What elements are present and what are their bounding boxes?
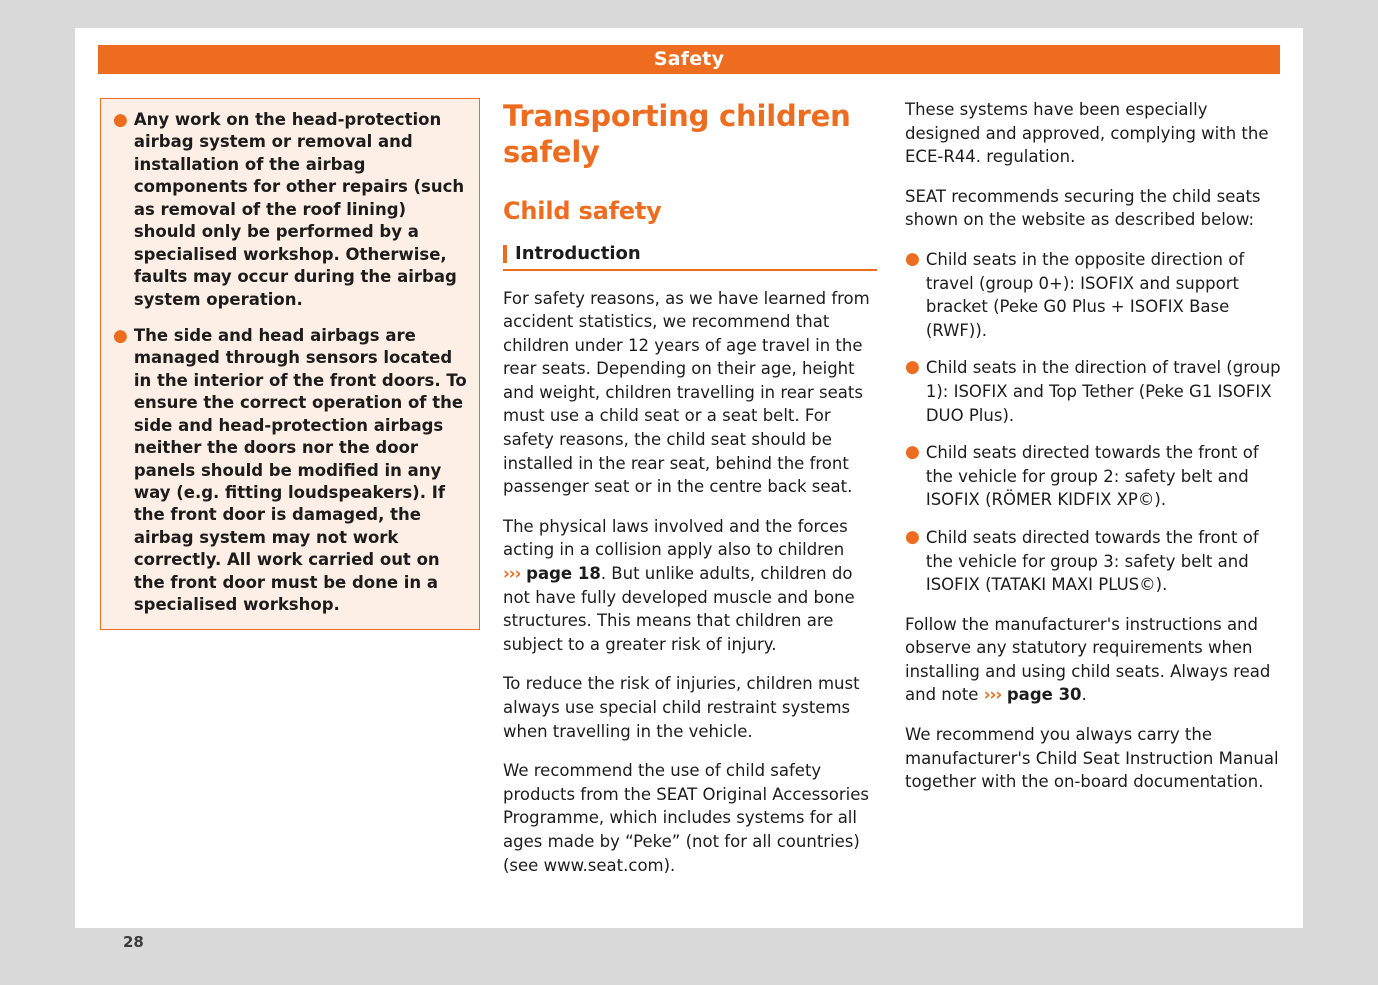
cross-reference-label: page 30: [1006, 685, 1082, 705]
paragraph-text-tail: . But unlike adults, children do not have fully developed muscle and bone structures. This means that children are subject to a greater risk of injury.: [503, 564, 855, 654]
note-text: Any work on the head-protection airbag system or removal and installation of the airbag components for other repairs (such as removal of the roof lining) should only be performed by a specialised workshop. Otherwise, faults may occur during the airbag system operation.: [133, 110, 465, 309]
page-title: Transporting children safely: [503, 99, 851, 170]
bullet-icon: ●: [113, 110, 128, 130]
paragraph: To reduce the risk of injuries, children must always use special child restraint systems when travelling in the vehicle.: [503, 674, 860, 741]
warning-note-box: [100, 98, 480, 630]
paragraph-text: Follow the manufacturer's instructions and observe any statutory requirements when installing and using child seats. Always read and note: [905, 614, 1271, 705]
cross-reference-label: page 18: [526, 564, 601, 584]
child-seat-list: [905, 248, 1281, 597]
paragraph-text-tail: .: [1081, 685, 1087, 705]
section-title: Child safety: [503, 196, 662, 225]
chevron-right-icon: ›››: [503, 564, 521, 584]
paragraph: For safety reasons, as we have learned from accident statistics, we recommend that children under 12 years of age travel in the rear seats. Depending on their age, height and weight, children travelling in rear seats must use a child seat or a seat belt. For safety reasons, the child seat should be installed in the rear seat, behind the front passenger seat or in the centre back seat.: [503, 288, 870, 497]
list-item-label: Child seats directed towards the front of the vehicle for group 3: safety belt and ISOFIX (TATAKI MAXI PLUS©).: [925, 527, 1259, 595]
header-title: Safety: [653, 48, 725, 70]
paragraph-with-xref: [503, 515, 877, 657]
bullet-icon: ●: [905, 248, 920, 269]
chevron-right-icon: ›››: [983, 685, 1002, 705]
note-item: [113, 325, 467, 617]
note-text: The side and head airbags are managed through sensors located in the interior of the front doors. To ensure the correct operation of the side and head-protection airbags neither the doors nor the door panels should be modified in any way (e.g. fitting loudspeakers). If the front door is damaged, the airbag system may not work correctly. All work carried out on the front door must be done in a specialised workshop.: [133, 325, 467, 615]
bullet-icon: ●: [905, 526, 920, 547]
paragraph: SEAT recommends securing the child seats shown on the website as described below:: [905, 186, 1261, 230]
list-item-label: Child seats in the direction of travel (group 1): ISOFIX and Top Tether (Peke G1 ISOFIX DUO Plus).: [925, 358, 1281, 425]
document-page: [75, 28, 1303, 951]
bullet-icon: ●: [113, 325, 128, 346]
cross-reference-link[interactable]: [503, 564, 601, 583]
column-right: [905, 98, 1281, 810]
column-middle: [503, 98, 877, 893]
page-columns: [75, 28, 1303, 928]
section-header-bar: [98, 45, 1280, 74]
column-left: [100, 98, 480, 630]
list-item: [905, 356, 1281, 427]
subsection-heading-label: Introduction: [515, 242, 641, 264]
list-item-label: Child seats directed towards the front of the vehicle for group 2: safety belt and ISOFIX (RÖMER KIDFIX XP©).: [925, 443, 1259, 510]
paragraph: We recommend you always carry the manufacturer's Child Seat Instruction Manual together with the on-board documentation.: [905, 725, 1279, 792]
paragraph-text: The physical laws involved and the forces acting in a collision apply also to children: [503, 516, 848, 560]
paragraph: These systems have been especially designed and approved, complying with the ECE-R44. regulation.: [905, 100, 1269, 167]
subsection-heading: [503, 243, 877, 271]
bullet-icon: ●: [905, 357, 920, 378]
list-item-label: Child seats in the opposite direction of travel (group 0+): ISOFIX and support bracket (Peke G0 Plus + ISOFIX Base (RWF)).: [925, 249, 1245, 340]
cross-reference-link[interactable]: [984, 685, 1082, 704]
list-item: [905, 526, 1281, 597]
paragraph-with-xref: [905, 613, 1281, 707]
list-item: [905, 248, 1281, 342]
list-item: [905, 441, 1281, 512]
note-item: [113, 109, 467, 311]
paragraph: We recommend the use of child safety products from the SEAT Original Accessories Programme, which includes systems for all ages made by “Peke” (not for all countries) (see www.seat.com).: [503, 761, 870, 875]
page-number: 28: [123, 933, 144, 951]
bullet-icon: ●: [905, 442, 920, 463]
